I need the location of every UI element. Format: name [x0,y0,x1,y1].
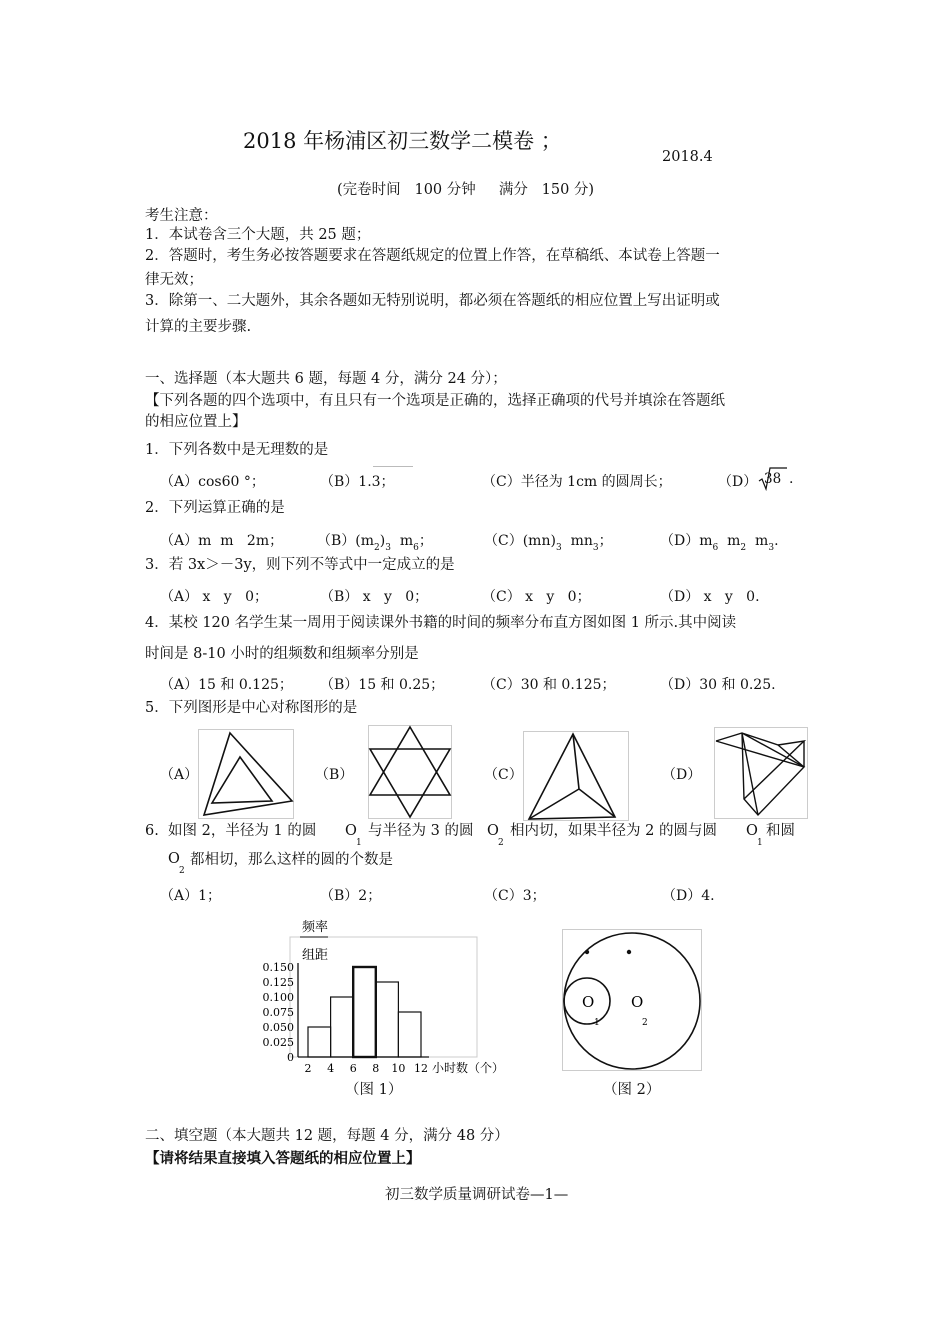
q2-option-a: （A）m m 2m； [160,533,284,549]
subscript: 3 [592,543,599,553]
histogram-bar [376,982,399,1057]
o2-symbol: O [168,851,180,867]
subscript: 2 [374,543,380,553]
figure1-caption: （图 1） [345,1082,403,1098]
q3-option-b: （B） x y 0； [320,589,429,605]
q6-option-c: （C）3； [484,888,546,904]
expr-part: （C）(mn) [484,533,556,549]
subscript: 3 [768,543,775,553]
o2-symbol: O [487,823,499,839]
page-title: 2018 年杨浦区初三数学二模卷 ； [243,129,562,153]
q4-option-d: （D）30 和 0.25. [660,677,776,693]
q2-stem: 2．下列运算正确的是 [145,500,285,516]
subscript: 6 [413,543,419,553]
q6-stem-d: 和圆 [766,823,795,839]
expr-part: mn [561,533,593,549]
expr-part: （B）(m [317,533,375,549]
q2-option-b [317,530,433,553]
q6-stem-e: 都相切，那么这样的圆的个数是 [190,852,393,868]
figure2-caption: （图 2） [603,1082,661,1098]
q1-stem: 1．下列各数中是无理数的是 [145,442,329,458]
x-tick-label: 4 [327,1062,335,1075]
y-axis-label-top: 频率 [302,920,329,935]
exam-date: 2018.4 [662,149,713,165]
subscript: 2 [740,543,747,553]
cube-root-expression [758,465,788,491]
y-tick-label: 0.075 [262,1006,294,1019]
o1-symbol: O [345,823,357,839]
o2-label: O [631,993,644,1011]
histogram-figure-1 [250,915,520,1080]
notice-item: 1．本试卷含三个大题，共 25 题； [145,227,371,243]
q3-option-c: （C） x y 0； [482,589,591,605]
section1-instruction: 的相应位置上】 [145,414,247,430]
expr-part: ； [418,533,433,549]
o1-label: O [582,993,595,1011]
radicand: 38 [764,471,782,487]
o1-symbol: O [746,823,758,839]
x-tick-label: 8 [372,1062,380,1075]
o1-subscript: 1 [356,838,362,848]
x-tick-label: 12 [414,1062,428,1075]
q6-stem-b: 与半径为 3 的圆 [368,823,474,839]
figure-option-c [523,731,629,821]
q1-option-d-end: . [789,471,794,487]
o1-subscript: 1 [757,838,763,848]
q2-option-d [660,530,779,553]
y-tick-label: 0 [287,1051,294,1064]
y-tick-label: 0.125 [262,976,294,989]
expr-part: m [390,533,414,549]
expr-part: （D）m [660,533,713,549]
x-tick-label: 6 [349,1062,357,1075]
notice-item: 3．除第一、二大题外，其余各题如无特别说明，都必须在答题纸的相应位置上写出证明或 [145,293,720,309]
expr-part: ； [598,533,613,549]
q4-option-a: （A）15 和 0.125； [160,677,293,693]
q1-option-b: （B）1.3； [320,474,395,490]
q4-stem: 4．某校 120 名学生某一周用于阅读课外书籍的时间的频率分布直方图如图 1 所示.其中阅读 [145,615,737,631]
section2-instruction: 【请将结果直接填入答题纸的相应位置上】 [145,1150,421,1167]
expr-part: . [774,533,779,549]
histogram-bar [331,997,354,1057]
o1-label-subscript: 1 [594,1018,600,1028]
point [627,950,631,954]
exam-time-note: (完卷时间 100 分钟 满分 150 分) [337,182,595,198]
q3-option-d: （D） x y 0. [660,589,760,605]
x-axis-label: 小时数（个） [432,1061,505,1075]
figure-option-d [714,727,808,819]
expr-part: m [718,533,741,549]
q4-stem: 时间是 8-10 小时的组频数和组频率分别是 [145,646,419,662]
x-tick-label: 2 [304,1062,312,1075]
q3-option-a: （A） x y 0； [160,589,268,605]
notice-item: 律无效； [145,272,203,288]
q5-option-a: （A） [160,767,199,783]
q5-option-b: （B） [315,767,354,783]
overline-decoration [373,466,413,467]
q4-option-c: （C）30 和 0.125； [482,677,616,693]
q1-option-a: （A）cos60 °； [160,474,265,490]
q5-option-d: （D） [662,767,702,783]
q6-option-d: （D）4. [662,888,715,904]
section1-instruction: 【下列各题的四个选项中，有且只有一个选项是正确的，选择正确项的代号并填涂在答题纸 [145,393,725,409]
circles-figure-2 [562,929,702,1071]
o2-subscript: 2 [179,866,185,876]
section1-heading: 一、选择题（本大题共 6 题，每题 4 分，满分 24 分）； [145,371,507,387]
subscript: 3 [555,543,562,553]
notice-heading: 考生注意： [145,208,218,224]
subscript: 6 [712,543,719,553]
figure-option-b [368,725,452,819]
histogram-bar [353,967,376,1057]
x-tick-label: 10 [391,1062,406,1075]
figure-option-a [198,729,294,819]
section2-heading: 二、填空题（本大题共 12 题，每题 4 分，满分 48 分） [145,1128,509,1144]
q1-option-c: （C）半径为 1cm 的圆周长； [482,474,672,490]
notice-item: 2．答题时，考生务必按答题要求在答题纸规定的位置上作答，在草稿纸、本试卷上答题一 [145,248,720,264]
y-tick-label: 0.050 [262,1021,294,1034]
q2-option-c [484,530,613,553]
point [585,950,589,954]
q6-stem-c: 相内切，如果半径为 2 的圆与圆 [510,823,717,839]
notice-item: 计算的主要步骤. [145,319,252,335]
y-tick-label: 0.025 [262,1036,294,1049]
q4-option-b: （B）15 和 0.25； [320,677,445,693]
q6-option-a: （A）1； [160,888,222,904]
o2-subscript: 2 [498,838,504,848]
expr-part: ) [379,533,386,549]
q5-option-c: （C） [484,767,523,783]
q6-stem-a: 6. 如图 2，半径为 1 的圆 [145,823,317,839]
histogram-bar [308,1027,331,1057]
q6-option-b: （B）2； [320,888,382,904]
page-footer: 初三数学质量调研试卷—1— [385,1187,569,1203]
q5-stem: 5．下列图形是中心对称图形的是 [145,700,358,716]
o2-label-subscript: 2 [642,1018,648,1028]
subscript: 3 [385,543,391,553]
y-tick-label: 0.150 [262,961,294,974]
y-tick-label: 0.100 [262,991,294,1004]
q3-stem: 3．若 3x＞－3y，则下列不等式中一定成立的是 [145,557,455,573]
histogram-bar [398,1012,421,1057]
q1-option-d-label: （D） [718,474,758,490]
expr-part: m [746,533,769,549]
y-axis-label-bottom: 组距 [302,948,329,963]
